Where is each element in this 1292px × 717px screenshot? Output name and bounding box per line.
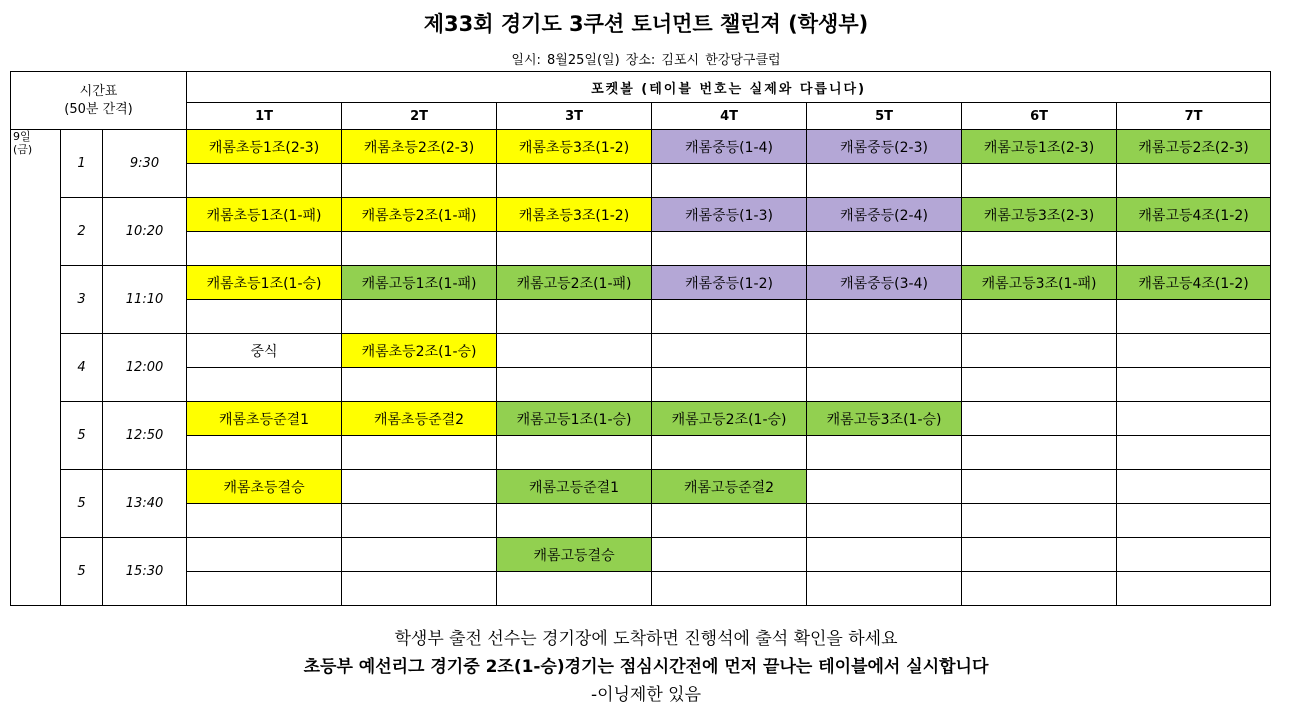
match-cell	[342, 470, 497, 504]
round-number: 1	[61, 130, 103, 198]
empty-cell	[1117, 436, 1271, 470]
match-cell: 캐롬중등(3-4)	[807, 266, 962, 300]
empty-cell	[187, 572, 342, 606]
empty-cell	[1117, 232, 1271, 266]
schedule-row-spacer	[11, 164, 1271, 198]
schedule-row-spacer	[11, 232, 1271, 266]
match-cell: 캐롬초등1조(2-3)	[187, 130, 342, 164]
empty-cell	[652, 572, 807, 606]
match-cell: 캐롬초등3조(1-2)	[497, 130, 652, 164]
match-cell: 캐롬초등결승	[187, 470, 342, 504]
empty-cell	[1117, 300, 1271, 334]
footer-notice-inning: -이닝제한 있음	[590, 685, 702, 705]
schedule-row	[11, 266, 1271, 300]
empty-cell	[652, 504, 807, 538]
match-cell: 캐롬중등(1-4)	[652, 130, 807, 164]
match-cell: 캐롬고등2조(1-패)	[497, 266, 652, 300]
match-cell: 캐롬초등2조(1-패)	[342, 198, 497, 232]
empty-cell	[652, 232, 807, 266]
empty-cell	[342, 368, 497, 402]
weekday-label: (금)	[13, 143, 33, 156]
match-cell	[187, 538, 342, 572]
match-cell: 캐롬고등1조(2-3)	[962, 130, 1117, 164]
table-header: 5T	[807, 103, 962, 130]
round-number: 2	[61, 198, 103, 266]
match-cell: 캐롬중등(1-2)	[652, 266, 807, 300]
round-number: 5	[61, 538, 103, 606]
match-cell: 캐롬초등준결2	[342, 402, 497, 436]
table-header: 3T	[497, 103, 652, 130]
table-header: 6T	[962, 103, 1117, 130]
match-cell: 캐롬고등1조(1-승)	[497, 402, 652, 436]
schedule-row	[11, 402, 1271, 436]
empty-cell	[342, 232, 497, 266]
match-cell: 캐롬고등4조(1-2)	[1117, 266, 1271, 300]
empty-cell	[187, 368, 342, 402]
event-info: 일시: 8월25일(일) 장소: 김포시 한강당구클럽	[511, 53, 781, 68]
schedule-row	[11, 130, 1271, 164]
match-cell	[962, 538, 1117, 572]
match-cell: 캐롬중등(1-3)	[652, 198, 807, 232]
start-time: 11:10	[103, 266, 187, 334]
empty-cell	[807, 368, 962, 402]
match-cell	[342, 538, 497, 572]
empty-cell	[342, 164, 497, 198]
start-time: 15:30	[103, 538, 187, 606]
match-cell	[962, 334, 1117, 368]
match-cell: 캐롬중등(2-4)	[807, 198, 962, 232]
empty-cell	[497, 368, 652, 402]
match-cell	[497, 334, 652, 368]
empty-cell	[497, 232, 652, 266]
match-cell: 중식	[187, 334, 342, 368]
empty-cell	[962, 300, 1117, 334]
match-cell	[807, 334, 962, 368]
table-header: 7T	[1117, 103, 1271, 130]
empty-cell	[652, 368, 807, 402]
match-cell: 캐롬초등2조(1-승)	[342, 334, 497, 368]
footer-notice-elementary: 초등부 예선리그 경기중 2조(1-승)경기는 점심시간전에 먼저 끝나는 테이블에서 실시합니다	[303, 657, 989, 677]
round-number: 3	[61, 266, 103, 334]
empty-cell	[652, 300, 807, 334]
empty-cell	[962, 572, 1117, 606]
empty-cell	[652, 436, 807, 470]
schedule-row-spacer	[11, 300, 1271, 334]
match-cell: 캐롬초등2조(2-3)	[342, 130, 497, 164]
page-title: 제33회 경기도 3쿠션 토너먼트 챌린져 (학생부)	[423, 12, 869, 36]
empty-cell	[187, 504, 342, 538]
schedule-row	[11, 198, 1271, 232]
empty-cell	[807, 164, 962, 198]
empty-cell	[497, 300, 652, 334]
empty-cell	[807, 572, 962, 606]
empty-cell	[497, 504, 652, 538]
match-cell: 캐롬고등3조(1-승)	[807, 402, 962, 436]
empty-cell	[962, 504, 1117, 538]
start-time: 12:50	[103, 402, 187, 470]
day-cell	[11, 130, 61, 606]
empty-cell	[1117, 164, 1271, 198]
match-cell: 캐롬고등4조(1-2)	[1117, 198, 1271, 232]
match-cell: 캐롬고등결승	[497, 538, 652, 572]
match-cell	[652, 334, 807, 368]
empty-cell	[187, 436, 342, 470]
schedule-row-spacer	[11, 572, 1271, 606]
schedule-table	[10, 71, 1271, 606]
match-cell: 캐롬초등3조(1-2)	[497, 198, 652, 232]
match-cell: 캐롬초등1조(1-패)	[187, 198, 342, 232]
interval-label: (50분 간격)	[64, 101, 133, 117]
schedule-row-spacer	[11, 504, 1271, 538]
match-cell: 캐롬고등준결1	[497, 470, 652, 504]
empty-cell	[1117, 368, 1271, 402]
match-cell	[1117, 470, 1271, 504]
empty-cell	[807, 504, 962, 538]
schedule-row-spacer	[11, 368, 1271, 402]
match-cell: 캐롬고등준결2	[652, 470, 807, 504]
empty-cell	[187, 300, 342, 334]
match-cell: 캐롬초등준결1	[187, 402, 342, 436]
match-cell: 캐롬고등3조(2-3)	[962, 198, 1117, 232]
start-time: 12:00	[103, 334, 187, 402]
match-cell: 캐롬고등2조(2-3)	[1117, 130, 1271, 164]
day-label: 9일	[13, 130, 31, 143]
empty-cell	[497, 436, 652, 470]
table-header: 1T	[187, 103, 342, 130]
table-header: 4T	[652, 103, 807, 130]
round-number: 4	[61, 334, 103, 402]
match-cell	[807, 470, 962, 504]
schedule-row	[11, 470, 1271, 504]
empty-cell	[497, 572, 652, 606]
match-cell	[1117, 402, 1271, 436]
empty-cell	[1117, 572, 1271, 606]
empty-cell	[962, 164, 1117, 198]
empty-cell	[807, 300, 962, 334]
empty-cell	[962, 368, 1117, 402]
match-cell	[652, 538, 807, 572]
empty-cell	[962, 232, 1117, 266]
round-number: 5	[61, 470, 103, 538]
empty-cell	[187, 164, 342, 198]
match-cell: 캐롬고등1조(1-패)	[342, 266, 497, 300]
empty-cell	[187, 232, 342, 266]
schedule-row	[11, 334, 1271, 368]
empty-cell	[807, 232, 962, 266]
start-time: 10:20	[103, 198, 187, 266]
match-cell	[962, 402, 1117, 436]
match-cell	[807, 538, 962, 572]
match-cell: 캐롬고등3조(1-패)	[962, 266, 1117, 300]
empty-cell	[962, 436, 1117, 470]
pocketball-header: 포켓볼 (테이블 번호는 실제와 다릅니다)	[187, 72, 1271, 103]
timetable-header	[11, 72, 187, 130]
table-header: 2T	[342, 103, 497, 130]
round-number: 5	[61, 402, 103, 470]
empty-cell	[342, 504, 497, 538]
footer-notice-checkin: 학생부 출전 선수는 경기장에 도착하면 진행석에 출석 확인을 하세요	[394, 629, 898, 649]
start-time: 9:30	[103, 130, 187, 198]
schedule-row-spacer	[11, 436, 1271, 470]
match-cell	[962, 470, 1117, 504]
match-cell	[1117, 334, 1271, 368]
empty-cell	[807, 436, 962, 470]
empty-cell	[1117, 504, 1271, 538]
start-time: 13:40	[103, 470, 187, 538]
empty-cell	[497, 164, 652, 198]
timetable-label: 시간표	[79, 83, 118, 99]
schedule-row	[11, 538, 1271, 572]
match-cell: 캐롬중등(2-3)	[807, 130, 962, 164]
empty-cell	[342, 300, 497, 334]
empty-cell	[342, 572, 497, 606]
match-cell: 캐롬초등1조(1-승)	[187, 266, 342, 300]
empty-cell	[652, 164, 807, 198]
match-cell: 캐롬고등2조(1-승)	[652, 402, 807, 436]
empty-cell	[342, 436, 497, 470]
match-cell	[1117, 538, 1271, 572]
